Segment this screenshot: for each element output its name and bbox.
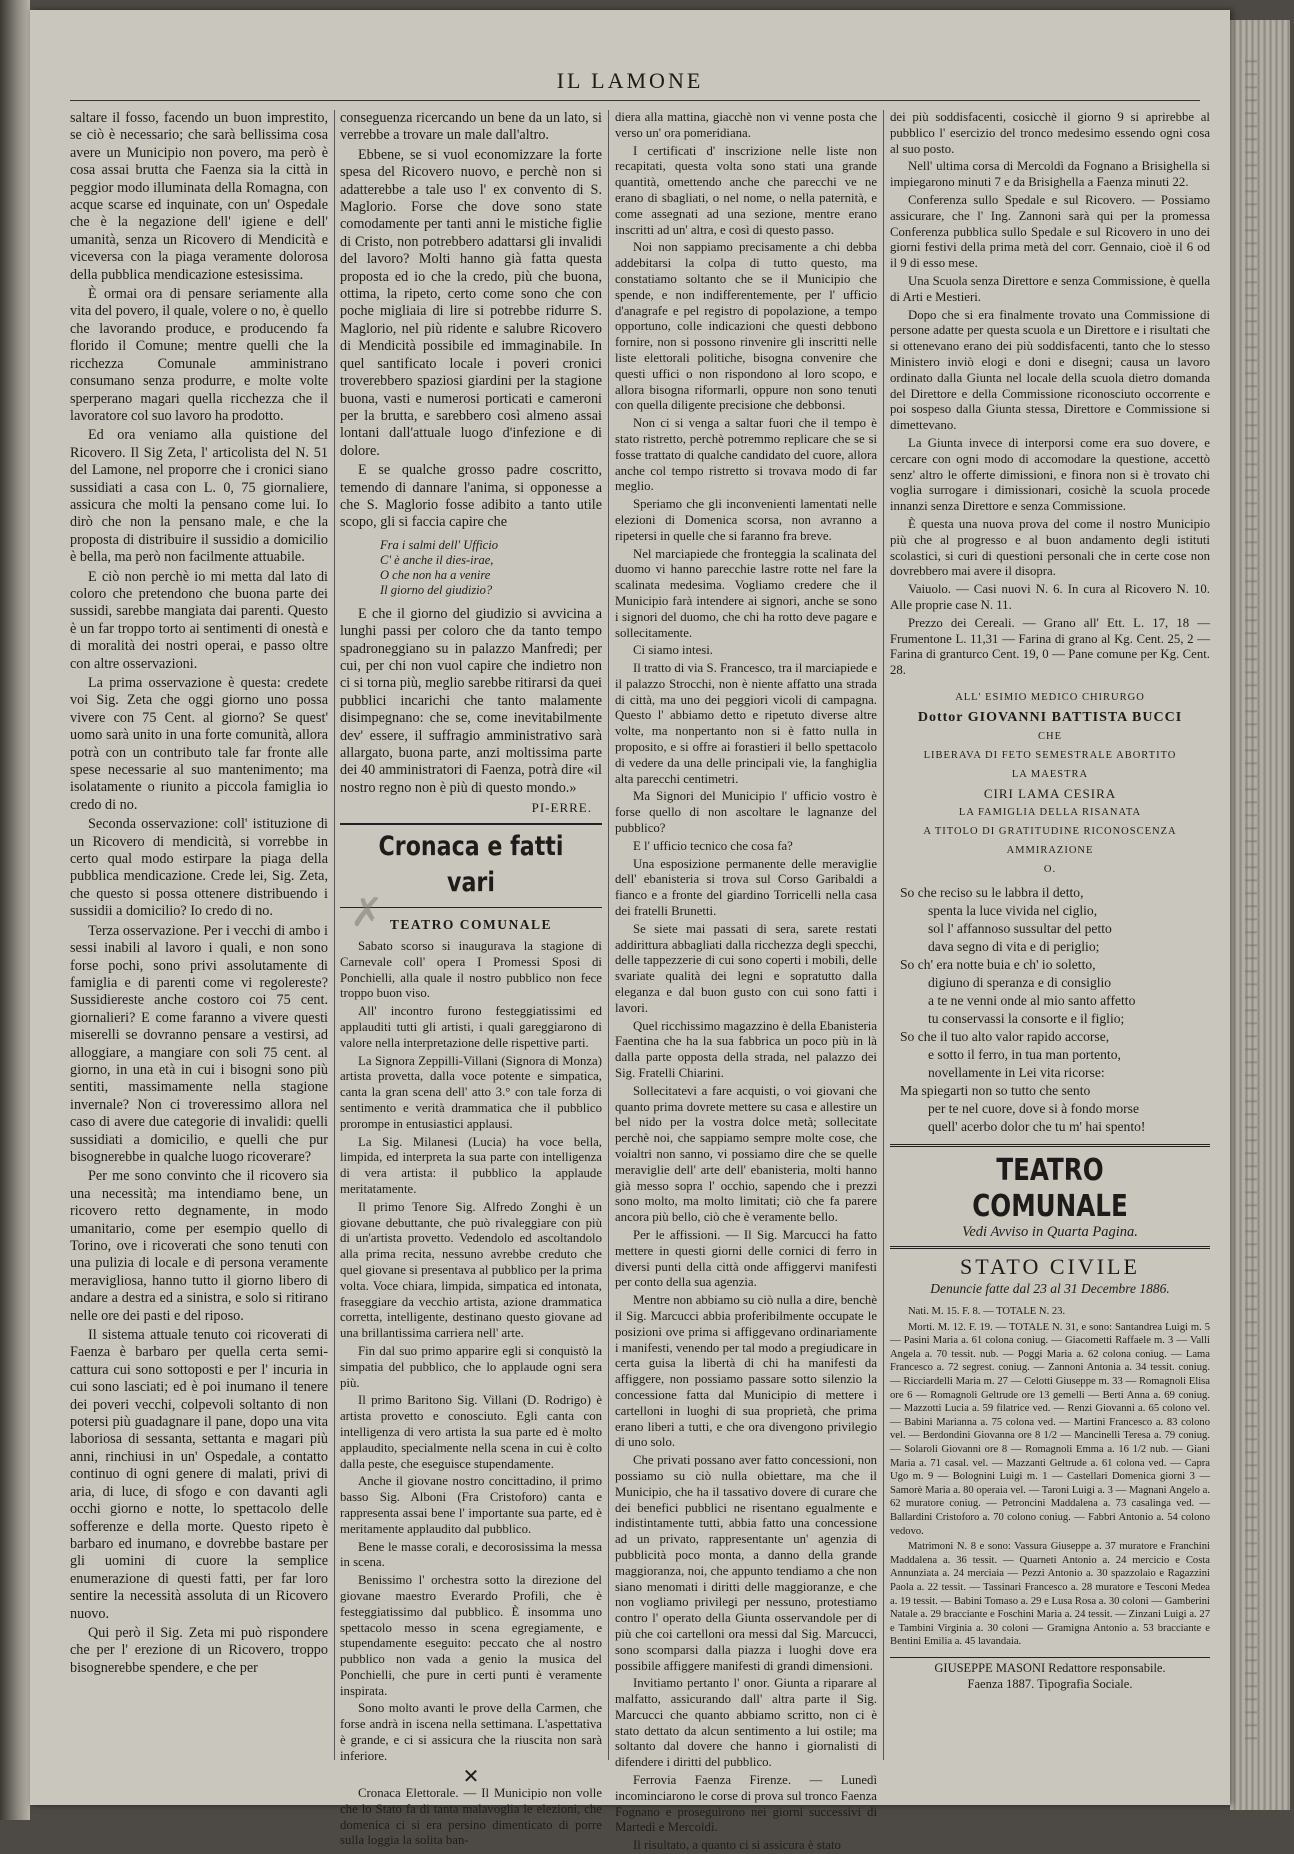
dedication-line: LA FAMIGLIA DELLA RISANATA	[958, 806, 1142, 818]
deaths-record: Morti. M. 12. F. 19. — TOTALE N. 31, e sono: Santandrea Luigi m. 5 — Pasini Maria a. 61 colona coniug. — Giacometti Raffaele m. 3 — Valli Angela a. 70 tessit. nub. — Poggi Maria a. 62 colona coniug. — Lama Francesco a. 72 segrest. coniug. — Zannoni Antonia a. 34 tessit. coniug. — Ricciardelli Maria m. 27 — Celotti Giuseppe m. 33 — Romagnoli Elisa ore 6 — Romagnoli Geltrude ore 13 gemelli — Berti Anna a. 69 coniug. — Mazzotti Lucia a. 59 filatrice ved. — Renzi Giovanni a. 65 colono vel. — Babini Marianna a. 75 colona ved. — Martini Francesco a. 83 colono vel. — Berdondini Giovanna ore 8 1/2 — Mancinelli Teresa a. 79 coniug. — Solaroli Giovanni ore 8 — Romagnoli Emma a. 16 1/2 nub. — Giani Maria a. 71 casal. vel. — Mazzanti Geltrude a. 61 colona ved. — Capra Ugo m. 9 — Bolognini Luigi m. 1 — Castellari Domenica giorni 3 — Samorè Maria a. 80 operaia vel. — Taroni Luigi a. 3 — Magnani Angelo a. 62 muratore coniug. — Petroncini Maddalena a. 73 casalinga ved. — Ballardini Cristoforo a. 70 colono coniug. — Fabbri Antonio a. 54 colono vedovo.	[890, 1321, 1210, 1537]
article-paragraph: Conferenza sullo Spedale e sul Ricovero. — Possiamo assicurare, che l' Ing. Zannoni sarà qui per la promessa Conferenza pubblica sullo Spedale e sul Ricovero in uno dei giorni festivi della prima metà del corr. Gennaio, cioè il 6 od il 9 di esso mese.	[890, 192, 1210, 271]
article-paragraph: conseguenza ricercando un bene da un lato, si verrebbe a trovare un male dall'altro.	[340, 110, 602, 144]
article-paragraph: I certificati d' inscrizione nelle liste non recapitati, questa volta sono stati una grande quantità, omettendo anche che parecchi ve ne erano di sbagliati, o nel nome, o nella paternità, e come assegnati ad una sezione, mentre erano inscritti ad un' altra, e così di questo passo.	[615, 143, 877, 237]
article-paragraph: Fin dal suo primo apparire egli si conquistò la simpatia del pubblico, che lo applaude ogni sera più.	[340, 1343, 602, 1390]
article-paragraph: E che il giorno del giudizio si avvicina a lunghi passi per coloro che da tanto tempo spadroneggiano su in palazzo Manfredi; per cui, per chi non vuol capire che indietro non ci si torna più, meglio sarebbe ritirarsi da quei pubblici incarichi che tanto malamente disimpegnano: che se, come inevitabilmente dev' essere, il suffragio amministrativo sarà allargato, buona parte, anzi moltissima parte dei 40 amministratori di Faenza, potrà dire «il nostro regno non è più di questo mondo.»	[340, 605, 602, 796]
teatro-advert-subtitle: Vedi Avviso in Quarta Pagina.	[962, 1223, 1138, 1240]
article-paragraph: Terza osservazione. Per i vecchi di ambo i sessi inabili al lavoro i quali, e non sono forse pochi, sono privi assolutamente di famiglia e di parenti come vi regolereste? Sussidiereste anche costoro coi 75 cent. giornalieri? E come faranno a vivere questi miserelli se dovranno pensare a vestirsi, ad alloggiare, a mangiare con soli 75 cent. al giorno, in una età in cui i bisogni sono più sentiti, massimamente nella stagione invernale? Non ci troveressimo allora nel caso di avere due categorie di invalidi: quelli sussidiati a domicilio, e quelli che pur bisognerebbe in qualche luogo ricoverare?	[70, 922, 328, 1165]
verse-line: Il giorno del giudizio?	[380, 582, 493, 597]
dedication-block	[890, 689, 1210, 878]
adjacent-page-edge	[0, 0, 30, 1820]
births-record: Nati. M. 15. F. 8. — TOTALE N. 23.	[908, 1306, 1066, 1318]
article-paragraph: Bene le masse corali, e decorosissima la messa in scena.	[340, 1539, 602, 1570]
article-paragraph: Ma Signori del Municipio l' ufficio vostro è forse quello di non ascoltare le lagnanze del pubblico?	[615, 789, 877, 836]
poem-line: So ch' era notte buia e ch' io soletto,	[900, 956, 1096, 972]
article-paragraph: Nell' ultima corsa di Mercoldì da Fognano a Brisighella si impiegarono minuti 7 e da Brisighella a Faenza minuti 22.	[890, 159, 1210, 190]
article-paragraph: La Giunta invece di interporsi come era suo dovere, e cercare con ogni modo di accomodare la questione, accettò senz' altro le offerte dimissioni, e finora non si è trovato chi voglia surrogare i dimissionari, cosichè la scuola procede innanzi senza Direttore e senza Commissione.	[890, 435, 1210, 514]
column-1	[70, 110, 328, 1760]
poem-line: sol l' affannoso sussultar del petto	[928, 920, 1112, 936]
article-paragraph: Il risultato, a quanto ci si assicura è stato	[633, 1838, 841, 1853]
article-paragraph: dei più soddisfacenti, cosicchè il giorno 9 si aprirebbe al pubblico l' esercizio del tronco medesimo essendo ogni cosa al suo posto.	[890, 110, 1210, 156]
article-paragraph: Ed ora veniamo alla quistione del Ricovero. Il Sig Zeta, l' articolista del N. 51 del Lamone, nel proporre che i cronici siano sussidiati a casa con L. 0, 75 giornaliere, assicura che molti la pensano come lui. Io dirò che non la pensano male, e che la proposta di distribuire il sussidio a domicilio è bella, ma però non facilmente attuabile.	[70, 427, 328, 566]
newspaper-page	[30, 10, 1230, 1853]
verse-line: C' è anche il dies-irae,	[380, 552, 494, 567]
article-paragraph: Mentre non abbiamo su ciò nulla a dire, benchè il Sig. Marcucci abbia proferibilmente occupate le posizioni ove prima si affiggevano ordinariamente i manifesti, venendo per tal modo a pregiudicare in certa guisa la libertà di chi ha manifesti da affiggere, non possiamo passare sotto silenzio la concessione fatta dal Municipio di mettere i cartelloni in luoghi di sua proprietà, che prima erano liberi a tutti, e che ora divengono privilegio di uno solo.	[615, 1293, 877, 1450]
page-stack-edge	[1230, 20, 1290, 1810]
teatro-heading: TEATRO COMUNALE	[389, 916, 553, 932]
binding-marks	[1245, 50, 1257, 1750]
dedication-line: LA MAESTRA	[1011, 768, 1089, 780]
poem-line: novellamente in Lei vita ricorse:	[928, 1064, 1105, 1080]
dedication-line: A TITOLO DI GRATITUDINE RICONOSCENZA	[923, 825, 1177, 837]
column-divider	[883, 110, 884, 1760]
pencil-mark-icon: ✗	[350, 890, 384, 936]
marriages-record: Matrimoni N. 8 e sono: Vassura Giuseppe a. 37 muratore e Franchini Maddalena a. 36 tessit. — Quarneti Antonio a. 24 mercicio e Costa Annunziata a. 24 merciaia — Pezzi Antonio a. 30 spazzolaio e Ragazzini Paola a. 22 tessit. — Tassinari Francesco a. 28 muratore e Tesconi Medea a. 19 tessit. — Babini Tomaso a. 29 e Lusa Rosa a. 30 coloni — Gamberini Natale a. 29 bracciante e Foschini Maria a. 24 tessit. — Zinzani Luigi a. 27 e Tambini Virginia a. 30 coloni — Gramigna Antonio a. 53 bracciante e Bentini Emilia a. 45 lavandaia.	[890, 1541, 1210, 1648]
article-paragraph: Il sistema attuale tenuto coi ricoverati di Faenza è barbaro per quella certa semi-cattura cui sono sottoposti e per l' incuria in cui sono lasciati; ed è poi inumano il tenere dei poveri vecchi, colpevoli soltanto di non potersi più guadagnare il pane, dopo una vita laboriosa di sessanta, settanta e magari più anni, rinchiusi in un' Ospedale, a contatto continuo di ogni genere di malati, privi di aria, di luce, di sfogo e con davanti agli occhi giorno e notte, lo spettacolo delle sofferenze e della morte. Questo ripeto è barbaro ed inumano, e dovrebbe bastare per gli uomini di cuore la semplice enumerazione di questi fatti, per far loro sentire la necessità assoluta di un Ricovero nuovo.	[70, 1327, 328, 1622]
teatro-advert	[890, 1144, 1210, 1250]
article-paragraph: saltare il fosso, facendo un buon imprestito, se ciò è necessario; che sarà bellissima cosa avere un Municipio non povero, ma però è cosa assai brutta che Faenza sia la città in peggior modo illuminata della Romagna, con acque scarse ed inquinate, con un' Ospedale che è la negazione dell' igiene e dell' umanità, senza un Ricovero di Mendicità e viceversa con la piaga veramente dolorosa della pubblica mendicazione estesissima.	[70, 110, 328, 283]
poem-line: digiuno di speranza e di consiglio	[928, 974, 1112, 990]
sonnet	[900, 884, 1210, 1136]
column-divider	[608, 110, 609, 1760]
stato-civile-body	[890, 1305, 1210, 1649]
section-title: Cronaca e fatti vari	[378, 830, 564, 898]
article-paragraph: La Signora Zeppilli-Villani (Signora di Monza) artista provetta, dalla voce potente e simpatica, canta la gran scena dell' atto 3.° con tale forza di sentimento e verità drammatica che il pubblico prorompe in entusiastici applausi.	[340, 1053, 602, 1131]
article-paragraph: È questa una nuova prova del come il nostro Municipio più che al progresso e al buon andamento degli istituti scolastici, si curi di questioni personali che in certe cose non dovrebbero mai avere il disopra.	[890, 516, 1210, 579]
dedication-line: ALL' ESIMIO MEDICO CHIRURGO	[955, 691, 1145, 703]
article-paragraph: Invitiamo pertanto l' onor. Giunta a riparare al malfatto, assicurando dall' altra parte il Sig. Marcucci che quanto abbiamo scritto, non ci è stato dettato da alcun sentimento a lui ostile; ma soltanto dal dovere che hanno i giornalisti di difendere i diritti del pubblico.	[615, 1676, 877, 1770]
verse-line: O che non ha a venire	[380, 567, 491, 582]
cross-mark-icon: ✕	[462, 1765, 480, 1788]
article-paragraph: Quel ricchissimo magazzino è della Ebanisteria Faentina che ha la sua fabbrica un poco più in là dalla parte opposta della strada, nel palazzo dei Sig. Fratelli Chiarini.	[615, 1018, 877, 1081]
dedication-line: CIRI LAMA CESIRA	[983, 785, 1117, 801]
article-paragraph: All' incontro furono festeggiatissimi ed applauditi tutti gli artisti, i quali gareggiarono di valore nella interpretazione delle rispettive parti.	[340, 1004, 602, 1050]
verse-line: Fra i salmi dell' Ufficio	[380, 537, 498, 552]
dedication-line: AMMIRAZIONE	[1006, 844, 1094, 856]
stato-civile-title: STATO CIVILE	[960, 1254, 1140, 1280]
article-signature: PI-ERRE.	[531, 800, 592, 816]
article-paragraph: Per le affissioni. — Il Sig. Marcucci ha fatto mettere in questi giorni delle cornici di ferro in diversi punti della città onde affiggervi manifesti per conto della sua agenzia.	[615, 1227, 877, 1290]
poem-line: So che il tuo alto valor rapido accorse,	[900, 1028, 1110, 1044]
article-paragraph: Una esposizione permanente delle meraviglie dell' ebanisteria si trova sul Corso Garibaldi a fianco e a fronte del giardino Torricelli nella casa dei fratelli Brunetti.	[615, 856, 877, 919]
stato-civile-subtitle: Denuncie fatte dal 23 al 31 Decembre 1886.	[930, 1281, 1170, 1297]
article-paragraph: Per me sono convinto che il ricovero sia una necessità; ma intendiamo bene, un ricovero retto degnamente, in modo umanitario, come per esempio quello di Torino, ove i ricoverati che sono tenuti con una pulizia di locale e di persona veramente meravigliosa, hanno tutto il giorno libero di andare a destra ed a sinistra, e solo si ritirano nelle ore dei pasti e del riposo.	[70, 1168, 328, 1324]
article-paragraph: Sono molto avanti le prove della Carmen, che forse andrà in iscena nella settimana. L'aspettativa è grande, e ci si assicura che la riuscita non sarà inferiore.	[340, 1701, 602, 1763]
article-paragraph: Il primo Tenore Sig. Alfredo Zonghi è un giovane debuttante, che può rivaleggiare con più di un'artista provetto. Vedendolo ed ascoltandolo alla prima recita, nessuno avrebbe creduto che quel giovane si presentava al pubblico per la prima volta. Voce chiara, limpida, simpatica ed intonata, fraseggiare da vecchio artista, azione drammatica corretta, intelligente, destinano questo giovane ad una brillantissima carriera nell' arte.	[340, 1199, 602, 1341]
article-paragraph: E se qualche grosso padre coscritto, temendo di dannare l'anima, si opponesse a che S. Maglorio fosse adibito a tanto utile scopo, gli si faccia capire che	[340, 462, 602, 531]
dedication-line: CHE	[1038, 730, 1062, 742]
article-paragraph: E l' ufficio tecnico che cosa fa?	[633, 838, 793, 853]
teatro-article	[340, 939, 602, 1765]
article-paragraph: Nel marciapiede che fronteggia la scalinata del duomo vi hanno parecchie lastre rotte nel fare la scalinata medesima. Vogliamo credere che il Municipio farà intendere ai signori, anche se sono i signori del duomo, che chi ha rotto deve pagare e sollecitamente.	[615, 546, 877, 640]
poem-line: e sotto il ferro, in tua man portento,	[928, 1046, 1121, 1062]
article-paragraph: Anche il giovane nostro concittadino, il primo basso Sig. Alboni (Fra Cristoforo) canta e rappresenta assai bene l' importante sua parte, ed è meritamente applaudito dal pubblico.	[340, 1474, 602, 1536]
poem-line: Ma spiegarti non so tutto che sento	[900, 1082, 1091, 1098]
article-paragraph: Ferrovia Faenza Firenze. — Lunedì incominciarono le corse di prova sul tronco Faenza Fognano e proseguirono nei giorni successivi di Martedì e Mercoldì.	[615, 1773, 877, 1835]
article-paragraph: Dopo che si era finalmente trovato una Commissione di persone adatte per questa scuola e un Direttore e i risultati che si ottenevano erano dei più soddisfacenti, tanto che lo stesso Ministero inviò elogi e doni e disegni; causa un lavoro ordinato dalla Giunta nel locale della scuola dietro domanda del Direttore e della Commissione riconosciuto occorrente e poi sospeso dalla Giunta stessa, Direttore e Commissione si dimettevano.	[890, 307, 1210, 433]
column-divider	[334, 110, 335, 1760]
article-paragraph: Una Scuola senza Direttore e senza Commissione, è quella di Arti e Mestieri.	[890, 273, 1210, 304]
article-paragraph: Se siete mai passati di sera, sarete restati addirittura abbagliati dalla ricchezza degli specchi, delle tappezzerie di cui sono coperti i mobili, delle svariate qualità dei legni e sopratutto dalla eleganza e dal buon gusto con cui sono fatti i lavori.	[615, 921, 877, 1015]
poem-line: tu conservassi la consorte e il figlio;	[928, 1010, 1125, 1026]
article-paragraph: Vaiuolo. — Casi nuovi N. 6. In cura al Ricovero N. 10. Alle proprie case N. 11.	[890, 582, 1210, 612]
article-paragraph: Non ci si venga a saltar fuori che il tempo è stato ristretto, perchè potremmo replicare che se si fosse trattato di qualche candidato del cuore, allora anche col tempo ristretto si trovava modo di far meglio.	[615, 416, 877, 494]
header-rule	[70, 100, 1200, 101]
article-paragraph: E ciò non perchè io mi metta dal lato di coloro che pretendono che buona parte dei sussidi, sarebbe mangiata dai parenti. Questo è un far troppo torto ai sentimenti di onestà e di moralità dei nostri operai, e passo oltre con altre osservazioni.	[70, 568, 328, 672]
article-paragraph: Qui però il Sig. Zeta mi può rispondere che per l' erezione di un Ricovero, troppo bisognerebbe spendere, e che per	[70, 1624, 328, 1676]
article-paragraph: Benissimo l' orchestra sotto la direzione del giovane maestro Everardo Profili, che è festeggiatissimo dal pubblico. È insomma uno spettacolo messo in scena egregiamente, e stupendamente eseguito: peccato che al nostro pubblico non vada a genio la musica del Ponchielli, che pure in certi punti è veramente inspirata.	[340, 1573, 602, 1698]
article-paragraph: La prima osservazione è questa: credete voi Sig. Zeta che oggi giorno uno possa vivere con 75 Cent. al giorno? Se quest' uomo sarà unito in una forte comunità, allora potrà con un contributo tale far fronte alle spese necessarie al suo mantenimento; ma isolatamente o riunito a piccola famiglia io credo di no.	[70, 675, 328, 813]
article-paragraph: Ebbene, se si vuol economizzare la forte spesa del Ricovero nuovo, e perchè non si adatterebbe a tale uso l' ex convento di S. Maglorio. Forse che dove sono state comodamente per tanti anni le mistiche figlie di Cristo, non potrebbero adattarsi gli invalidi del lavoro? Molti hanno già fatta questa proposta ed io che la credo, più che buona, ottima, la ripeto, certo come sono che con poche migliaia di lire si potrebbe ridurre S. Maglorio, nel più ridente e salubre Ricovero di Mendicità possibile ed immaginabile. In quel santificato locale i poveri cronici troverebbero spaziosi giardini per la stagione buona, vasti e numerosi porticati e cameroni per la brutta, e sarebbero così almeno assai lontani dall'attuale luogo d'infezione e di dolore.	[340, 146, 602, 459]
poem-line: spenta la luce vivida nel ciglio,	[928, 902, 1098, 918]
article-paragraph: Sollecitatevi a fare acquisti, o voi giovani che quanto prima dovrete mettere su casa e allestire un bel nido per la vostra dolce metà; sollecitate perchè noi, che sappiamo sempre molte cose, che voialtri non sanno, vi possiamo dire che se quelle meraviglie dell' arte dell' ebanisteria, molti hanno già messo sopra l' occhio, sapendo che i prezzi sono molto, ma molto limitati; ciò che fa parere ancora più bello, ciò che è veramente bello.	[615, 1083, 877, 1225]
poem-line: quell' acerbo dolor che tu m' hai spento!	[928, 1118, 1146, 1134]
article-paragraph: Che privati possano aver fatto concessioni, non possiamo su ciò nulla obiettare, ma che il Municipio, che ha il tassativo dovere di curare che dei benefici pubblici ne risentano egualmente e indistintamente tutti, abbia fatto una concessione ad un privato, rappresentante un' agenzia di pubblicità poco monta, a danno della grande maggioranza, noi, che appunto tendiamo a che non siano menomati i diritti delle maggioranze, e che non vogliamo privilegi per nessuno, protestiamo contro l' operato della Giunta osservandole per di più che coi cartelloni ora messi dal Sig. Marcucci, sono scomparsi dalla piazza i luoghi dove era possibile affiggere manifesti di grandi dimensioni.	[615, 1453, 877, 1673]
article-paragraph: Sabato scorso si inaugurava la stagione di Carnevale coll' opera I Promessi Sposi di Ponchielli, alla quale il nostro pubblico non fece troppo buon viso.	[340, 939, 602, 1001]
article-paragraph: Speriamo che gli inconvenienti lamentati nelle elezioni di Domenica scorsa, non avranno a ripetersi in quelle che si faranno fra breve.	[615, 497, 877, 543]
article-paragraph: È ormai ora di pensare seriamente alla vita del povero, il quale, volere o no, è quello che lavorando produce, e producendo fa florido il Comune; mentre quelli che la ricchezza Comunale amministrano consumano senza produrre, e molte volte sperperano magari quella ricchezza che il lavoratore col suo lavoro ha prodotto.	[70, 286, 328, 424]
article-paragraph: Il tratto di via S. Francesco, tra il marciapiede e il palazzo Strocchi, non è niente affatto una strada di città, ma uno dei peggiori vicoli di campagna. Questo l' abbiamo detto e ripetuto diverse altre volte, ma nonpertanto non si è fatto nulla in proposito, e si offre ai forastieri il bello spettacolo di vedere da una delle principali vie, la fanghiglia alta parecchi centimetri.	[615, 661, 877, 786]
teatro-advert-title: TEATRO COMUNALE	[972, 1152, 1128, 1224]
article-paragraph: Il primo Baritono Sig. Villani (D. Rodrigo) è artista provetto e conosciuto. Egli canta con intelligenza di vero artista la sua parte ed è molto applaudito, specialmente nella scena in cui è colto dalla peste, che eseguisce stupendamente.	[340, 1393, 602, 1471]
poem-line: per te nel cuore, dove si à fondo morse	[928, 1100, 1140, 1116]
page-masthead: IL LAMONE	[556, 68, 704, 93]
article-paragraph: Prezzo dei Cereali. — Grano all' Ett. L. 17, 18 — Frumentone L. 11,31 — Farina di grano al Kg. Cent. 25, 2 — Farina di granturco Cent. 19, 0 — Pane comune per Kg. Cent. 28.	[890, 615, 1210, 678]
poem-line: So che reciso su le labbra il detto,	[900, 884, 1084, 900]
article-paragraph: Cronaca Elettorale. — Il Municipio non volle che lo Stato fa di tanta malavoglia le elezioni, che domenica ci si era persino dimenticato di porre sulla loggia la solita ban-	[340, 1786, 602, 1848]
article-paragraph: Noi non sappiamo precisamente a chi debba addebitarsi la colpa di tutto questo, ma constatiamo soltanto che se il Municipio che spende, e non indifferentemente, per l' ufficio d'anagrafe e pel registro di popolazione, a tempo opportuno, colle indicazioni che questi debbono fornire, non si possono rinvenire gli inscritti nelle liste elettorali politiche, bisogna convenire che questi uffici o non rispondono al loro scopo, e allora bisogna riformarli, oppure non sono tenuti con quella diligente precisione che debbonsi.	[615, 240, 877, 413]
printer-line: Faenza 1887. Tipografia Sociale.	[967, 1676, 1133, 1691]
poem-line: dava segno di vita e di periglio;	[928, 938, 1100, 954]
column-3	[615, 110, 877, 1853]
article-paragraph: diera alla mattina, giacchè non vi venne posta che verso un' ora pomeridiana.	[615, 110, 877, 140]
poem-line: a te ne venni onde al mio santo affetto	[928, 992, 1136, 1008]
article-paragraph: La Sig. Milanesi (Lucia) ha voce bella, limpida, ed interpreta la sua parte con intelligenza di vera artista: il pubblico la applaude meritatamente.	[340, 1134, 602, 1196]
dedication-line: O.	[1043, 863, 1057, 875]
dedication-name: Dottor GIOVANNI BATTISTA BUCCI	[917, 709, 1183, 725]
article-paragraph: Ci siamo intesi.	[633, 643, 713, 658]
column-4	[890, 110, 1210, 1760]
verse-quote	[380, 538, 602, 598]
article-paragraph: Seconda osservazione: coll' istituzione di un Ricovero di mendicità, si vorrebbe in certo qual modo estirpare la piaga della pubblica mendicazione. Crede lei, Sig. Zeta, che questo si possa ottenere distribuendo i sussidii a domicilio? Io credo di no.	[70, 816, 328, 920]
dedication-line: LIBERAVA DI FETO SEMESTRALE ABORTITO	[923, 749, 1177, 761]
editor-line: GIUSEPPE MASONI Redattore responsabile.	[890, 1657, 1210, 1677]
